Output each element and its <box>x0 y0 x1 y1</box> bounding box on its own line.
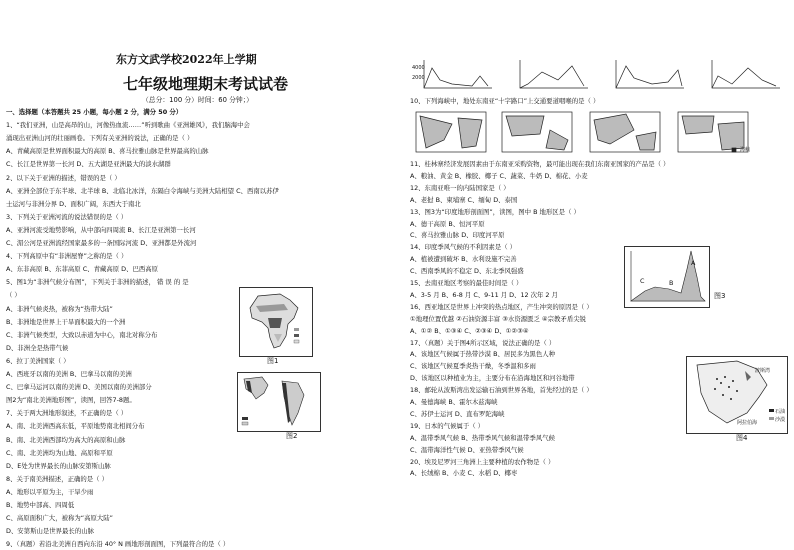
left-text-line: 6、拉丁美洲国家（ ） <box>6 356 70 365</box>
profile-chart-icons <box>412 58 784 90</box>
figure-3-india-profile <box>624 246 710 308</box>
left-text-line: 图2为“南北美洲地形图”，读图，回答7-8题。 <box>6 396 136 405</box>
right-text-line: 14、印度季风气候的不利因素是（ ） <box>410 243 517 252</box>
right-text-line: A、长绒棉 B、小麦 C、水稻 D、椰枣 <box>410 469 518 478</box>
left-text-line: A、东非高原 B、东菲高原 C、青藏高原 D、巴西高原 <box>6 265 159 274</box>
right-text-line: A、3-5 月 B、6-8 月 C、9-11 月 D、12 次年 2 月 <box>410 290 558 299</box>
profile-tick-2000: 2000 <box>412 75 425 81</box>
left-text-line: B、非洲地是世界上干旱面积最大的一个洲 <box>6 317 126 326</box>
left-text-line: 4、下列高原中有“非洲屋脊”之称的是（ ） <box>6 252 128 261</box>
figure-1-africa-map <box>239 287 313 357</box>
right-text-line: 10、下列海峡中，地处东南亚“十字路口”上交通要道咽喉的是（ ） <box>410 97 600 105</box>
school-title: 东方文武学校2022年上学期 <box>116 53 257 66</box>
left-text-line: C、非洲气候类型，大致以赤道为中心，南北对称分布 <box>6 330 158 339</box>
profile-options <box>412 58 784 90</box>
right-text-line: A、温带季风气候 B、热带季风气候和温带季风气候 <box>410 433 555 442</box>
right-text-line: A、该地区气候属于热带沙漠 B、居民多为黑色人种 <box>410 350 555 359</box>
left-text-line: 9、（真题）若沿北美洲自西向东沿 40° N 画地形剖面图，下列最符合的是（ ） <box>6 540 230 549</box>
right-text-line: 11、桂林寨经济发展因素由于东南亚采购资物，最可能出现在我们东南亚国家的产品是（ ） <box>410 160 670 168</box>
right-text-line: ①地理位置优越 ②石油资源丰富 ③水资源匮乏 ④宗教矛盾尖锐 <box>410 314 586 323</box>
right-text-line: C、喜马拉雅山脉 D、印度河平原 <box>410 231 505 240</box>
left-text-line: 一、选择题（本答题共 25 小题，每小题 2 分，满分 50 分） <box>6 108 183 116</box>
right-text-line: A、植被遭到破坏 B、水利设施不完善 <box>410 255 517 264</box>
figure-4-west-asia-map <box>686 356 788 434</box>
left-text-line: 涌现出亚洲山河的壮丽画卷。下列有关亚洲的说法，正确的是（ ） <box>6 134 194 143</box>
right-text-line: C、苏伊士运河 D、直布罗陀海峡 <box>410 409 505 418</box>
left-text-line: 2、以下关于亚洲的描述，错误的是（ ） <box>6 173 121 182</box>
right-text-line: 12、东南亚唯一的内陆国家是（ ） <box>410 183 510 192</box>
left-text-line: C、高原面积广大，被称为“高原大陆” <box>6 514 113 523</box>
right-text-line: A、曼德海峡 B、霍尔木兹海峡 <box>410 398 498 406</box>
strait-maps-icon <box>414 110 754 156</box>
fig3-label-b: B <box>669 279 674 287</box>
strait-maps <box>414 110 754 156</box>
left-text-line: 8、关于南美洲描述，正确的是（ ） <box>6 474 108 483</box>
left-text-line: 5、图1为“非洲气候分布图”，下列关于非洲的描述， 错 误 的 是 <box>6 278 189 287</box>
left-text-line: A、西班牙以南的美洲 B、巴拿马以南的美洲 <box>6 370 132 378</box>
left-text-line: A、南、北美洲西高东低，平原地势南北相间分布 <box>6 422 145 431</box>
left-text-line: （ ） <box>6 291 21 300</box>
right-text-line: A、老挝 B、柬埔寨 C、缅甸 D、泰国 <box>410 195 518 204</box>
left-text-line: D、安第斯山是世界最长的山脉 <box>6 527 94 536</box>
left-text-line: 士运河与非洲分界 D、面积广阔，东西大于南北 <box>6 199 141 208</box>
left-text-line: A、青藏高原是世界面积最大的高原 B、喜马拉雅山脉是世界最高的山脉 <box>6 147 209 156</box>
right-text-line: 20、埃及尼罗河三角洲上主要种植的农作物是（ ） <box>410 457 555 466</box>
left-text-line: C、湄公河是亚洲流经国家最多的一条国际河流 D、亚洲都是外流河 <box>6 239 197 247</box>
fig3-label-c: C <box>640 277 645 285</box>
india-profile-icon <box>625 247 709 307</box>
americas-map-icon <box>238 373 320 431</box>
fig3-label-a: A <box>691 259 696 267</box>
strait-legend: 海峡 <box>740 147 751 153</box>
fig4-label-sea: 阿拉伯海 <box>737 420 758 426</box>
left-text-line: B、南、北美洲西部均为高大的高原和山脉 <box>6 435 126 444</box>
left-text-line: C、长江是世界第一长河 D、五大湖是亚洲最大的淡水湖群 <box>6 160 171 169</box>
left-text-line: C、巴拿马运河以南的美洲 D、美国以南的美洲部分 <box>6 383 152 392</box>
left-text-line: D、非洲全是热带气候 <box>6 343 69 352</box>
left-text-line: A、非洲气候炎热，被称为“热带大陆” <box>6 304 113 313</box>
left-text-line: 3、下列关于亚洲河流的说法错误的是（ ） <box>6 212 128 221</box>
right-text-line: 17、（真题）关于图4所示区域，说法正确的是（ ） <box>410 338 556 347</box>
left-text-line: A、亚洲河流受地势影响，从中部向四周流 B、长江是亚洲第一长河 <box>6 225 196 234</box>
figure-2-label: 图2 <box>286 432 298 440</box>
left-text-line: 7、关于两大洲地形叙述，不正确的是（ ） <box>6 409 128 418</box>
fig4-legend-oil: 石油 <box>775 409 786 415</box>
africa-map-icon <box>240 288 312 356</box>
right-text-line: 18、邮轮从波斯湾出发运输石油到世界各地，首先经过的是（ ） <box>410 386 593 395</box>
left-text-line: C、南、北美洲均为山地、高原和平原 <box>6 448 113 457</box>
right-text-line: C、温带海洋性气候 D、亚热带季风气候 <box>410 445 524 454</box>
right-text-line: 13、图3为“印度地形剖面图”，读图，图中 B 地形区是（ ） <box>410 207 580 216</box>
left-text-line: 1、“我们亚洲，山是高昂的山，河像热血流……”听到歌曲《亚洲雄风》，我们脑海中会 <box>6 121 250 130</box>
right-text-line: 15、去南亚地区考察的最佳时间是（ ） <box>410 279 523 287</box>
left-text-line: D、E处为世界最长的山脉安第斯山脉 <box>6 461 111 470</box>
right-text-line: C、西南季风的不稳定 D、东北季风强盛 <box>410 267 524 276</box>
figure-3-label: 图3 <box>714 292 726 300</box>
left-text-line: A、地形以平原为主，干旱少雨 <box>6 487 94 496</box>
right-text-line: A、粮油、黄金 B、橡胶、椰子 C、蔬菜、牛奶 D、棉花、小麦 <box>410 171 588 180</box>
right-text-line: C、该地区气候夏季炎热干燥，冬季温和多雨 <box>410 362 536 371</box>
left-text-line: A、亚洲全部位于东半球、北半球 B、北临北冰洋，东隔白令海峡与美洲大陆相望 C、西南以苏伊 <box>6 186 279 195</box>
exam-title: 七年级地理期末考试试卷 <box>123 75 289 93</box>
right-text-line: A、①② B、①③④ C、②③④ D、①②③④ <box>410 326 529 335</box>
figure-2-americas-map <box>237 372 321 432</box>
fig4-label-gulf: 波斯湾 <box>755 368 771 374</box>
fig4-legend-desert: 沙漠 <box>775 417 786 423</box>
figure-1-label: 图1 <box>267 357 279 365</box>
right-text-line: D、该地区以种植业为主，主要分布在沿海地区和河谷地带 <box>410 374 575 383</box>
right-text-line: 16、西亚地区是世界上冲突的热点地区，产生冲突的原因是（ ） <box>410 302 593 311</box>
figure-4-label: 图4 <box>736 434 748 442</box>
exam-meta: （总分：100 分）时间：60 分钟；） <box>142 96 253 104</box>
right-text-line: A、德干高原 B、恒河平原 <box>410 219 485 228</box>
right-text-line: 19、日本的气候属于（ ） <box>410 421 485 430</box>
right-column <box>402 0 794 550</box>
left-text-line: B、地势中部高、四周低 <box>6 501 75 509</box>
profile-tick-4000: 4000 <box>412 65 425 71</box>
